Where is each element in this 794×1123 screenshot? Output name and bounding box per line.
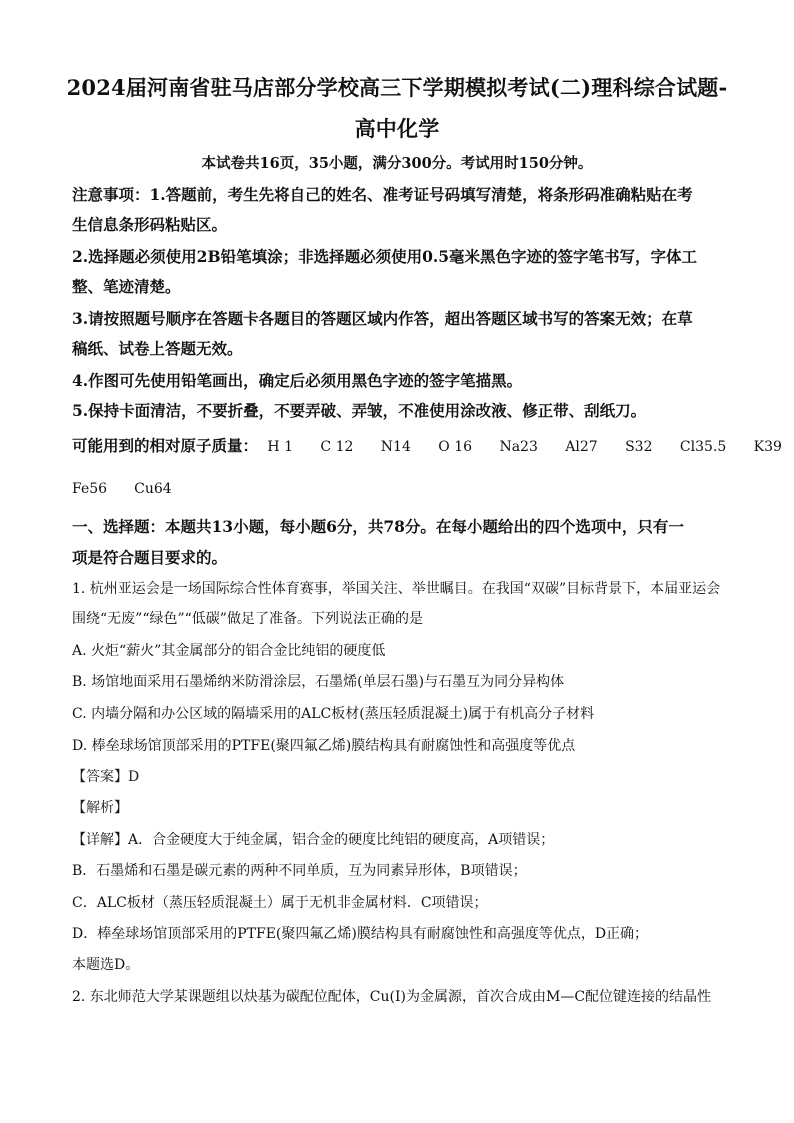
section-heading-line1: 一、选择题：本题共13小题，每小题6分，共78分。在每小题给出的四个选项中，只有一 (72, 517, 684, 536)
q1-explanation-line2: B．石墨烯和石墨是碳元素的两种不同单质，互为同素异形体，B项错误； (72, 863, 527, 879)
q1-answer: 【答案】D (72, 769, 140, 785)
q1-option-a: A. 火炬“薪火”其金属部分的铝合金比纯铝的硬度低 (72, 643, 386, 659)
mass-k: K39 (753, 439, 782, 455)
mass-n: N14 (380, 439, 411, 455)
note-line-2: 生信息条形码粘贴区。 (72, 215, 228, 234)
mass-al: Al27 (565, 439, 598, 455)
atomic-masses-row1 (72, 434, 782, 456)
note-line-6: 稿纸、试卷上答题无效。 (72, 339, 243, 358)
q1-explanation-line5: 本题选D。 (72, 957, 140, 973)
section-heading-line2: 项是符合题目要求的。 (72, 548, 228, 567)
q1-explanation-line1: 【详解】A．合金硬度大于纯金属，铝合金的硬度比纯铝的硬度高，A项错误； (72, 832, 555, 848)
exam-title-line2: 高中化学 (354, 116, 440, 141)
mass-c: C 12 (320, 439, 354, 455)
note-line-3: 2.选择题必须使用2B铅笔填涂；非选择题必须使用0.5毫米黑色字迹的签字笔书写，字体工 (72, 247, 698, 266)
q1-option-b: B. 场馆地面采用石墨烯纳米防滑涂层，石墨烯(单层石墨)与石墨互为同分异构体 (72, 674, 565, 690)
mass-fe: Fe56 (72, 481, 108, 497)
q1-stem-line1: 1. 杭州亚运会是一场国际综合性体育赛事，举国关注、举世瞩目。在我国“双碳”目标背景下，本届亚运会 (72, 581, 721, 597)
q1-explanation-line3: C．ALC板材（蒸压轻质混凝土）属于无机非金属材料．C项错误； (72, 895, 488, 911)
q1-stem-line2: 围绕“无废”“绿色”“低碳”做足了准备。下列说法正确的是 (72, 611, 423, 627)
q1-option-c: C. 内墙分隔和办公区域的隔墙采用的ALC板材(蒸压轻质混凝土)属于有机高分子材料 (72, 706, 595, 722)
mass-s: S32 (625, 439, 653, 455)
note-line-4: 整、笔迹清楚。 (72, 277, 181, 296)
note-line-5: 3.请按照题号顺序在答题卡各题目的答题区域内作答，超出答题区域书写的答案无效；在草 (72, 309, 693, 328)
mass-cu: Cu64 (134, 481, 172, 497)
mass-h: H 1 (267, 439, 293, 455)
exam-title-line1: 2024届河南省驻马店部分学校高三下学期模拟考试(二)理科综合试题- (66, 75, 728, 100)
atomic-masses-row2 (72, 478, 732, 497)
q2-stem-line1: 2. 东北师范大学某课题组以炔基为碳配位配体，Cu(Ⅰ)为金属源，首次合成由M—C配位键连接的结晶性 (72, 989, 712, 1005)
q1-option-d: D. 棒垒球场馆顶部采用的PTFE(聚四氟乙烯)膜结构具有耐腐蚀性和高强度等优点 (72, 738, 576, 754)
note-line-7: 4.作图可先使用铅笔画出，确定后必须用黑色字迹的签字笔描黑。 (72, 371, 523, 390)
note-line-8: 5.保持卡面清洁，不要折叠，不要弄破、弄皱，不准使用涂改液、修正带、刮纸刀。 (72, 401, 647, 420)
mass-cl: Cl35.5 (679, 439, 727, 455)
mass-o: O 16 (438, 439, 473, 455)
note-line-1: 注意事项：1.答题前，考生先将自己的姓名、准考证号码填写清楚，将条形码准确粘贴在考 (72, 185, 693, 204)
q1-analysis-label: 【解析】 (72, 800, 128, 816)
mass-na: Na23 (499, 439, 538, 455)
q1-explanation-line4: D．棒垒球场馆顶部采用的PTFE(聚四氟乙烯)膜结构具有耐腐蚀性和高强度等优点，D正确； (72, 926, 649, 942)
exam-info: 本试卷共16页，35小题，满分300分。考试用时150分钟。 (201, 155, 593, 172)
atomic-masses-label: 可能用到的相对原子质量： (72, 436, 259, 455)
